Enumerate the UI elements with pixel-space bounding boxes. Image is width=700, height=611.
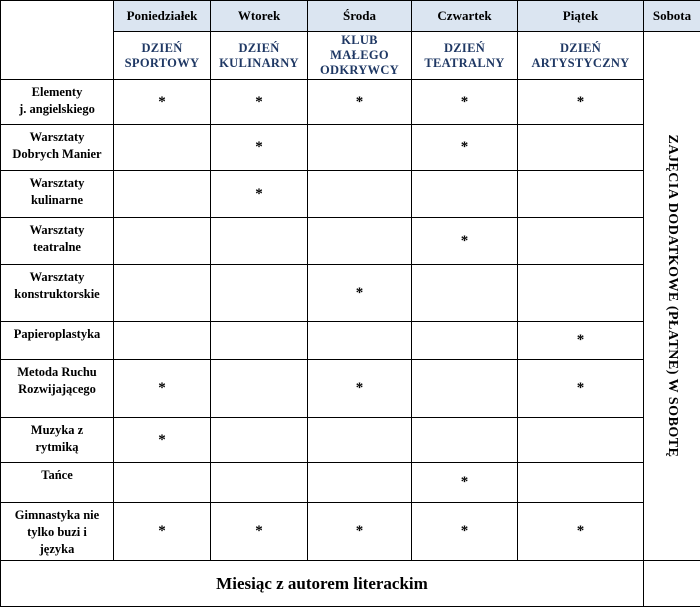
theme-line: DZIEŃ [443, 40, 486, 55]
day-theme [211, 32, 308, 80]
activity-line: teatralne [33, 240, 81, 254]
day-header: Czwartek [412, 1, 518, 32]
schedule-empty-cell [114, 171, 211, 218]
asterisk-mark: * [255, 93, 263, 110]
activity-line: Tańce [41, 468, 73, 482]
schedule-mark-cell [518, 322, 644, 360]
asterisk-mark: * [355, 93, 364, 110]
schedule-mark-cell [412, 125, 518, 171]
asterisk-mark: * [158, 93, 166, 110]
schedule-mark-cell [412, 463, 518, 503]
activity-name [1, 322, 114, 360]
theme-line: TEATRALNY [424, 55, 505, 70]
activity-name [1, 80, 114, 125]
schedule-empty-cell [308, 218, 412, 265]
activity-line: Metoda Ruchu [17, 365, 97, 379]
asterisk-mark: * [576, 523, 585, 539]
saturday-note: ZAJĘCIA DODATKOWE (PŁATNE) W SOBOTĘ [665, 134, 680, 458]
monthly-theme-footer: Miesiąc z autorem literackim [1, 561, 644, 607]
activity-line: rytmiką [35, 440, 79, 454]
asterisk-mark: * [158, 431, 166, 448]
schedule-mark-cell [518, 360, 644, 418]
schedule-mark-cell [308, 265, 412, 322]
theme-line: DZIEŃ [559, 40, 602, 55]
schedule-empty-cell [518, 171, 644, 218]
schedule-empty-cell [412, 265, 518, 322]
asterisk-mark: * [158, 380, 166, 396]
theme-line: SPORTOWY [124, 55, 200, 70]
activity-row [1, 80, 700, 125]
theme-line: DZIEŃ [141, 40, 183, 55]
activity-name [1, 125, 114, 171]
activity-name [1, 171, 114, 218]
activity-row [1, 265, 700, 322]
asterisk-mark: * [158, 523, 166, 539]
activity-row [1, 171, 700, 218]
schedule-empty-cell [308, 322, 412, 360]
schedule-empty-cell [211, 463, 308, 503]
footer-empty-cell [644, 561, 700, 607]
activity-name [1, 463, 114, 503]
schedule-empty-cell [412, 171, 518, 218]
schedule-empty-cell [518, 418, 644, 463]
schedule-empty-cell [114, 265, 211, 322]
schedule-mark-cell [211, 503, 308, 561]
activity-line: języka [39, 542, 75, 556]
activity-name [1, 360, 114, 418]
saturday-column [644, 32, 700, 561]
schedule-empty-cell [412, 418, 518, 463]
schedule-mark-cell [211, 80, 308, 125]
theme-line: ARTYSTYCZNY [531, 55, 630, 70]
activity-line: Warsztaty [29, 176, 85, 190]
schedule-mark-cell [412, 503, 518, 561]
schedule-empty-cell [114, 463, 211, 503]
schedule-empty-cell [412, 360, 518, 418]
asterisk-mark: * [355, 380, 364, 396]
activity-line: kulinarne [30, 193, 84, 207]
schedule-mark-cell [114, 503, 211, 561]
schedule-mark-cell [211, 171, 308, 218]
day-header: Środa [308, 1, 412, 32]
asterisk-mark: * [460, 232, 469, 249]
activity-name [1, 503, 114, 561]
theme-line: ODKRYWCY [319, 63, 400, 77]
schedule-empty-cell [114, 218, 211, 265]
day-header: Sobota [644, 1, 700, 32]
activity-line: Rozwijającego [18, 382, 96, 396]
schedule-mark-cell [308, 80, 412, 125]
activity-line: j. angielskiego [19, 102, 95, 116]
asterisk-mark: * [355, 284, 364, 301]
asterisk-mark: * [255, 523, 263, 539]
header-corner-cell [1, 1, 114, 80]
activity-line: Gimnastyka nie [14, 508, 100, 522]
asterisk-mark: * [460, 474, 469, 490]
schedule-empty-cell [211, 418, 308, 463]
schedule-empty-cell [114, 125, 211, 171]
schedule-mark-cell [211, 125, 308, 171]
day-header: Poniedziałek [114, 1, 211, 32]
asterisk-mark: * [255, 185, 263, 202]
asterisk-mark: * [576, 332, 585, 348]
schedule-mark-cell [518, 80, 644, 125]
activity-row [1, 463, 700, 503]
schedule-mark-cell [114, 360, 211, 418]
asterisk-mark: * [255, 139, 263, 155]
activity-row [1, 418, 700, 463]
theme-line: MAŁEGO [330, 48, 389, 62]
schedule-empty-cell [308, 125, 412, 171]
schedule-empty-cell [308, 463, 412, 503]
asterisk-mark: * [460, 139, 469, 155]
schedule-empty-cell [114, 322, 211, 360]
schedule-mark-cell [114, 80, 211, 125]
schedule-empty-cell [308, 171, 412, 218]
schedule-mark-cell [412, 80, 518, 125]
schedule-empty-cell [211, 360, 308, 418]
activity-name [1, 265, 114, 322]
schedule-mark-cell [308, 360, 412, 418]
activity-line: Dobrych Manier [12, 147, 102, 161]
schedule-mark-cell [114, 418, 211, 463]
schedule-empty-cell [211, 265, 308, 322]
schedule-empty-cell [211, 218, 308, 265]
activity-line: Papieroplastyka [13, 327, 101, 341]
schedule-empty-cell [308, 418, 412, 463]
activity-line: Elementy [31, 85, 83, 99]
schedule-empty-cell [518, 265, 644, 322]
schedule-mark-cell [308, 503, 412, 561]
activity-row [1, 218, 700, 265]
schedule-empty-cell [518, 218, 644, 265]
activity-line: konstruktorskie [14, 287, 100, 301]
activity-line: Warsztaty [29, 270, 85, 284]
footer-row [1, 561, 700, 607]
day-theme [114, 32, 211, 80]
schedule-mark-cell [518, 503, 644, 561]
activity-name [1, 418, 114, 463]
asterisk-mark: * [460, 93, 469, 110]
day-theme [308, 32, 412, 80]
asterisk-mark: * [355, 523, 364, 539]
day-header: Wtorek [211, 1, 308, 32]
day-theme [518, 32, 644, 80]
activity-row [1, 322, 700, 360]
day-theme [412, 32, 518, 80]
activity-line: Warsztaty [29, 130, 85, 144]
activity-line: tylko buzi i [27, 525, 87, 539]
schedule-empty-cell [211, 322, 308, 360]
theme-line: KULINARNY [219, 55, 299, 70]
activity-name [1, 218, 114, 265]
asterisk-mark: * [576, 93, 585, 110]
activity-row [1, 125, 700, 171]
schedule-empty-cell [518, 125, 644, 171]
day-header-row [1, 1, 700, 32]
schedule-mark-cell [412, 218, 518, 265]
day-header: Piątek [518, 1, 644, 32]
activity-line: Warsztaty [29, 223, 85, 237]
theme-line: DZIEŃ [238, 40, 280, 55]
activity-line: Muzyka z [30, 423, 84, 437]
schedule-empty-cell [518, 463, 644, 503]
theme-line: KLUB [341, 33, 378, 47]
schedule-empty-cell [412, 322, 518, 360]
activity-row [1, 360, 700, 418]
asterisk-mark: * [576, 380, 585, 396]
activity-row [1, 503, 700, 561]
asterisk-mark: * [460, 523, 469, 539]
